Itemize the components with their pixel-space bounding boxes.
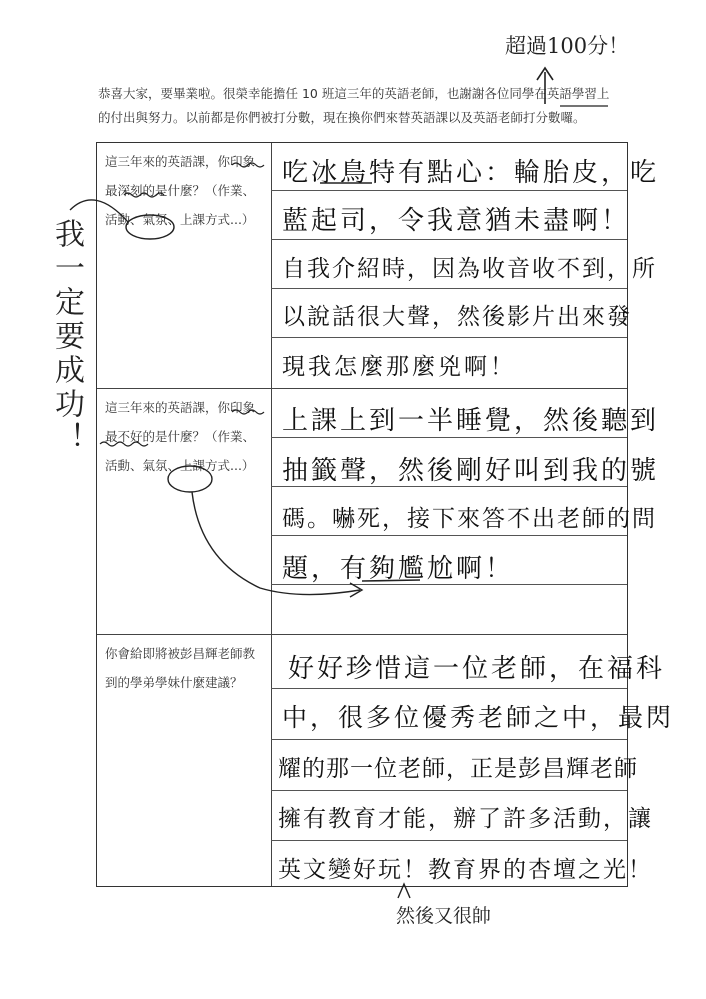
answer-2-line-3: 碼。嚇死，接下來答不出老師的問 — [282, 506, 657, 532]
writing-line — [271, 739, 627, 740]
answer-1-line-2: 藍起司，令我意猶未盡啊！ — [282, 206, 631, 236]
intro-line-2: 的付出與努力。以前都是你們被打分數，現在換你們來替英語課以及英語老師打分數囉。 — [98, 110, 586, 125]
question-2-prompt: 這三年來的英語課，你印象最不好的是什麼？（作業、活動、氣氛、上課方式...） — [105, 400, 256, 473]
writing-line — [271, 790, 627, 791]
intro-paragraph — [98, 82, 638, 130]
writing-line — [271, 840, 627, 841]
question-1-prompt: 這三年來的英語課，你印象最深刻的是什麼？（作業、活動、氣氛、上課方式...） — [105, 154, 256, 227]
annotation-top-right: 超過100分！ — [505, 34, 630, 58]
writing-line — [271, 337, 627, 338]
annotation-left-vertical: 我一定要成功！ — [49, 218, 84, 456]
section-divider-2 — [97, 634, 627, 635]
intro-line-1: 恭喜大家，要畢業啦。很榮幸能擔任 10 班這三年的英語老師，也謝謝各位同學在英語學習上 — [98, 86, 610, 101]
answer-3-line-2: 中，很多位優秀老師之中，最閃 — [282, 703, 675, 732]
writing-line — [271, 190, 627, 191]
writing-line — [271, 239, 627, 240]
answer-3-line-1: 好好珍惜這一位老師，在福科 — [288, 654, 666, 684]
answer-2-line-1: 上課上到一半睡覺，然後聽到 — [282, 406, 660, 436]
answer-3-line-4: 擁有教育才能，辦了許多活動，讓 — [278, 806, 653, 832]
column-divider — [271, 143, 272, 886]
writing-line — [271, 437, 627, 438]
answer-1-line-3: 自我介紹時，因為收音收不到，所 — [282, 256, 657, 282]
section-divider-1 — [97, 388, 627, 389]
answer-3-line-5: 英文變好玩！教育界的杏壇之光！ — [278, 857, 653, 883]
question-3-prompt: 你會給即將被彭昌輝老師教到的學弟學妹什麼建議？ — [105, 646, 256, 690]
answer-1-line-5: 現我怎麼那麼兇啊！ — [282, 354, 516, 380]
annotation-bottom-note: 然後又很帥 — [396, 905, 492, 927]
answer-1-line-4: 以說話很大聲，然後影片出來發 — [282, 304, 632, 330]
arrow-head-score — [537, 68, 553, 80]
answer-2-line-2: 抽籤聲，然後剛好叫到我的號 — [282, 456, 660, 486]
writing-line — [271, 688, 627, 689]
answer-3-line-3: 耀的那一位老師，正是彭昌輝老師 — [278, 756, 638, 782]
answer-1-line-1: 吃冰鳥特有點心：輪胎皮，吃 — [282, 158, 660, 188]
writing-line — [271, 288, 627, 289]
writing-line — [271, 535, 627, 536]
answer-2-line-4: 題，有夠尷尬啊！ — [282, 554, 515, 584]
